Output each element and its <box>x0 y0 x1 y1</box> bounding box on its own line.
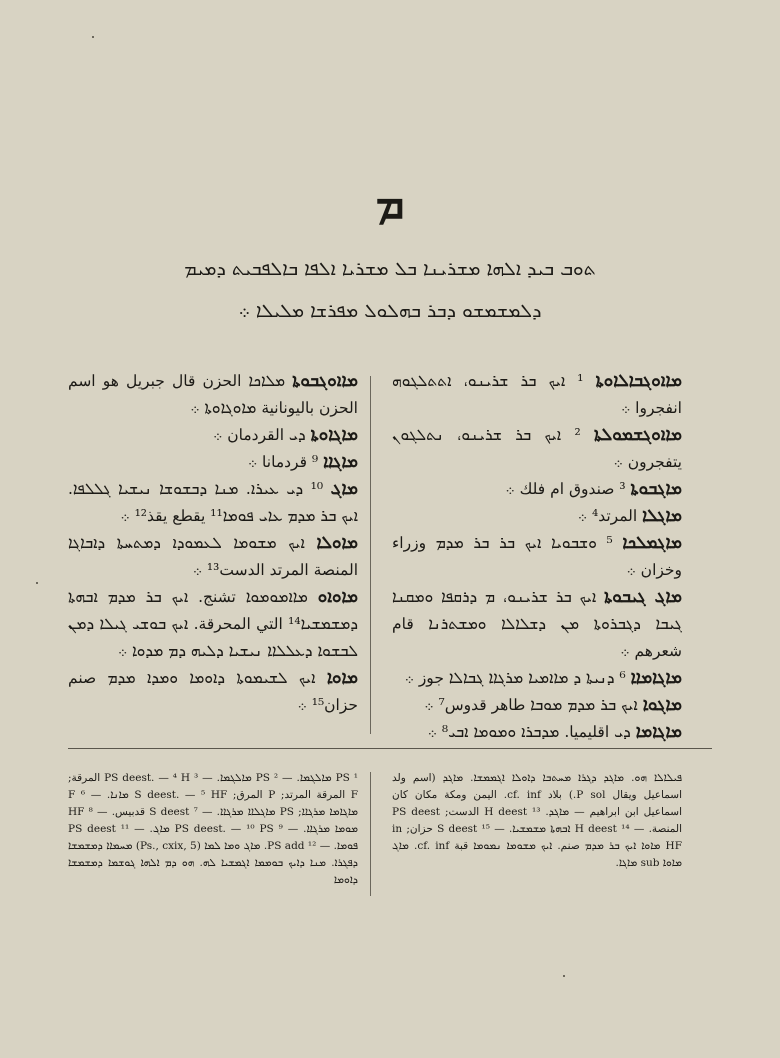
entry-headword: ܡܐܓ <box>330 479 358 499</box>
entry-gloss: ¹⁰ ܕܝ ܥܝܪܐ. ܡܢܐ ܕܒܫܘܫܐ ܢܝܫܝܐ ܓܠܠܦܐ. ܐܝܟ ܒܪ ܡܕܡ ܥܐܝ ܦܘܡܐ¹¹ يقطع يقذ¹² ܀ <box>68 480 358 525</box>
entry-headword: ܡܐܓܒܘܬܐ <box>630 479 682 499</box>
entry-gloss: ܐܝܟ ܒܪ ܡܕܡ ܡܘܒܐ طاهر قدوس⁷ ܀ <box>424 696 638 714</box>
column-divider <box>370 376 371 734</box>
entry-gloss: ³ صندوق ام فلك ܀ <box>505 480 626 498</box>
section-intro <box>100 248 680 332</box>
footnote-rule <box>68 748 712 749</box>
entry <box>392 503 682 530</box>
entry-headword: ܡܐܐܘܓܒܘܬܐ <box>292 371 358 391</box>
entry-headword: ܡܐܘܐ <box>326 668 358 688</box>
entry-gloss: ܡܠܐܟܐ الحزن قال جبريل هو اسم الحزن باليونانية ܡܐܘܓܐܘܬܐ ܀ <box>68 372 358 417</box>
section-letter-heading: ܡ <box>375 178 405 229</box>
entry-headword: ܡܐܘܐܘ <box>317 587 358 607</box>
entry-headword: ܡܐܓܐܘܬܐ <box>310 425 358 445</box>
footnote-column-divider <box>370 772 371 896</box>
paper-speck <box>36 582 38 584</box>
entry-gloss: ܐܝܟ ܠܫܝܡܘܬܐ ܕܐܘܡܐ ܘܡܕܐ ܡܕܡ صنم حزان¹⁵ ܀ <box>68 669 358 714</box>
entry <box>68 476 358 530</box>
entry-headword: ܡܐܓ ܓܝܒܘܬܐ <box>604 587 682 607</box>
entry-gloss: ⁵ ܘܫܒܘܝܐ ܐܝܟ ܒܪ ܒܪ ܡܕܡ وزراء وخزان ܀ <box>392 534 682 579</box>
entry-gloss: ⁹ قردمانا ܀ <box>247 453 319 471</box>
intro-line-1: ܬܘܒ ܒܝܕ ܐܠܗܐ ܡܫܪܝܢܐ ܒܠ ܡܫܪܝܐ ܐܠܦܐ ܒܐܠܦܒܝܬ ܕܡܝܡ <box>184 258 596 280</box>
entry-gloss: ܕܝ القردمان ܀ <box>213 426 306 444</box>
entry-gloss: ² ܐܝܟ ܒܪ ܫܪܝܢܘ، ܢܬܠܓܘܢ يتفجرون ܀ <box>392 426 682 471</box>
entry-headword: ܡܐܓܠܐ <box>642 506 682 526</box>
entry-gloss: ܐܝܟ ܡܫܘܡܐ ܠܥܡܘܕܐ ܕܡܬܚܬܐ ܕܐܒܐܓܐ المنصة المرتد الدست¹³ ܀ <box>68 534 358 579</box>
entry-headword: ܡܐܓܡܠܟܐ <box>622 533 682 553</box>
entry-headword: ܡܐܓܐܐ <box>323 452 358 472</box>
entry <box>392 692 682 719</box>
left-column <box>68 368 358 719</box>
entry <box>68 584 358 665</box>
entry <box>392 719 682 746</box>
entry-headword: ܡܐܐܘܓܫܡܘܠܬܐ <box>593 425 682 445</box>
entry <box>392 368 682 422</box>
right-column <box>392 368 682 746</box>
entry-headword: ܡܐܓܐܡܐ <box>635 722 682 742</box>
entry <box>68 422 358 449</box>
entry <box>392 476 682 503</box>
entry-gloss: المرتد⁴ ܀ <box>577 507 638 525</box>
entry-headword: ܡܐܘܠܐ <box>316 533 358 553</box>
entry <box>392 422 682 476</box>
entry <box>68 665 358 719</box>
entry-gloss: ⁶ ܕܢܝܬܐ ܕ ܡܐܐܡܝܐ ܡܪܓܐܐ ܓܒܐܠܐ جوز ܀ <box>404 669 626 687</box>
entry <box>392 530 682 584</box>
entry <box>392 584 682 665</box>
entry-headword: ܡܐܓܐܡܐܐ <box>630 668 682 688</box>
entry-gloss: ܡܐܐܡܘܡܘܐ تشنج. ܐܝܟ ܒܪ ܡܕܡ ܐܒܗܬܐ ܕܡܫܡܫܝܐ¹⁴ التي المحرقة. ܐܝܟ ܒܘܫܝ ܓܝܠܐ ܕܡܢ ܠܒܫܘܐ ܕܥܠܠܐܐ ܢܝܫܝܐ ܕܠܝܗ ܕܡ ܡܕܘܐ ܀ <box>68 588 358 660</box>
paper-speck <box>92 36 94 38</box>
entry <box>68 530 358 584</box>
footnotes-left: ¹ PS ܡܐܠܓܡܐ. — ² PS ܡܐܠܓܡܐ. — ³ PS deest. — ⁴ H المرقة; F المرقة المرتد; P المرق; S deest. — ⁵ HF ܡܐܢܐ. — ⁶ F ܡܐܓܐܡܐ ܡܪܓܐܐ; PS ܡܐܓܠܐܐ ܡܪܓܐܐ. — ⁷ S deest قدبيس. — ⁸ HF ܡܘܡܐ ܡܪܓܐܐ. — ⁹ PS deest. — ¹⁰ PS ܡܐܓ. — ¹¹ PS deest ܦܘܡܐ. — ¹² PS add. ܡܐܓ ܘܡܐ ܠܡܐ (Ps., cxix, 5) ܡܚܡܐܐ ܕܡܫܡܫܐ ܕܦܓܪܐ. ܡܢܐ ܕܐܝܟ ܒܘܡܡܐ ܐܓܡܫܝܐ ܠܗ. ܗܘ ܕܡ ܐܠܗܐ ܓܘܫܡܐ ܕܡܫܡܫܐ ܕܐܘܡܐ <box>68 772 359 886</box>
entry-gloss: ܕܝ اقليميا. ܡܕܒܪܐ ܘܡܘܡܐ ܐܒܝ⁸ ܀ <box>427 723 631 741</box>
entry <box>68 449 358 476</box>
entry <box>68 368 358 422</box>
entry-headword: ܡܐܓܘܐ <box>642 695 682 715</box>
entry-headword: ܡܐܐܘܓܒܐܠܐܘܬܐ <box>595 371 682 391</box>
footnotes-right: ܦܝܠܐܠܐ ܗܘ. ܡܐܓܕ ܕܓܪܐ ܡܚܬܒܐ ܕܐܘܠܐ ܐܓܡܡܫܐ. ܡܐܓܕ (اسم ولد اسماعيل ويقال P sol.) بلاد cf. inf. اليمن ومكة مكان كان اسماعيل ابن ابراهيم — ܡܐܓܕ. ¹³ H deest الدست; PS deest المنصة. — ¹⁴ H deest ܐܒܗܬܐ ܡܫܡܫܝܐ. — ¹⁵ S deest حزان; in HF ܡܐܘܐ ܐܝܟ ܒܪ ܡܕܡ صنم. ܐܝܟ ܡܫܘܡܐ ܢܡܘܡܐ قبة cf. inf. ܡܐܓ ܡܐܘܐ sub ܡܐܓܐ. <box>392 772 683 869</box>
entry <box>392 665 682 692</box>
entry-gloss: ܐܝܟ ܒܪ ܫܪܝܢܘ، ܡ ܕܪܩܦܐ ܘܡܩܢܐ ܓܝܒܐ ܕܓܒܪܘܬܐ ܡܢ ܕܫܠܐܠܐ ܘܡܫܬܪܢܐ قام شعرهم ܀ <box>392 588 682 660</box>
entry-gloss: ¹ ܐܝܟ ܒܪ ܫܪܝܢܘ، ܐܬܬܠܓܘܗ انفجروا ܀ <box>392 372 682 417</box>
paper-speck <box>563 975 565 977</box>
intro-line-2: ܕܠܡܫܡܫܘ ܕܒܪ ܒܗܠܘܠ ܡܦܪܫܐ ܡܠܝܠܐ ܀ <box>238 300 542 322</box>
